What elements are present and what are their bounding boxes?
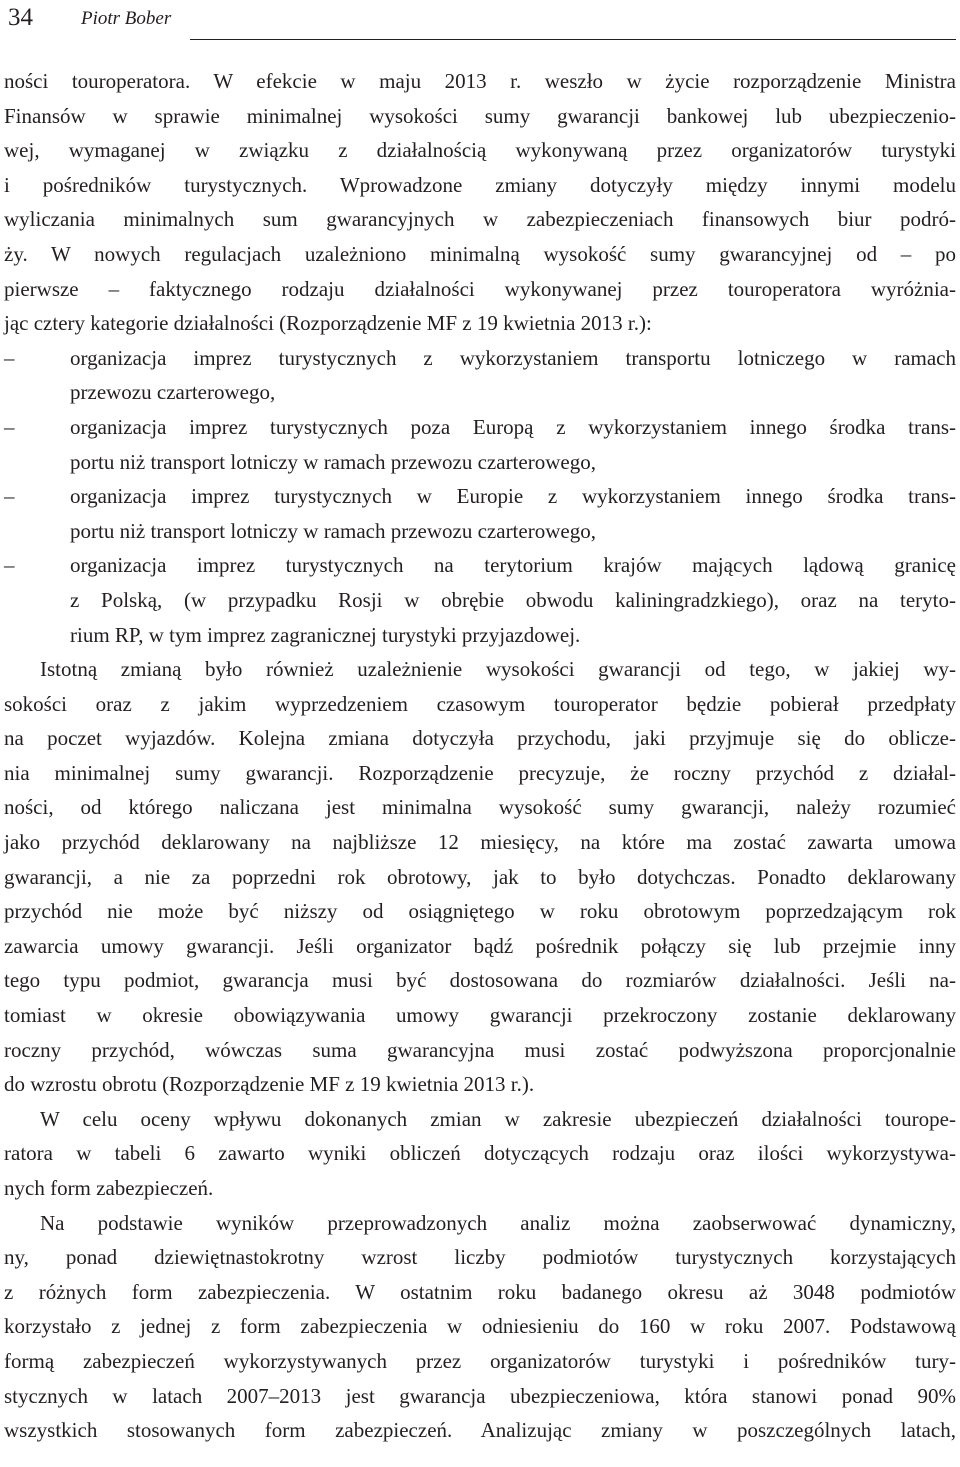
- text-line: jako przychód deklarowany na najbliższe 12 miesięcy, na które ma zostać zawarta umowa: [4, 830, 956, 855]
- text-line: gwarancji, a nie za poprzedni rok obrotowy, jak to było dotychczas. Ponadto deklarowany: [4, 864, 956, 889]
- body-text: [4, 64, 956, 1448]
- text-line: nych form zabezpieczeń.: [4, 1176, 214, 1200]
- text-line: przychód nie może być niższy od osiągniętego w roku obrotowym poprzedzającym rok: [4, 899, 956, 924]
- text-line: jąc cztery kategorie działalności (Rozporządzenie MF z 19 kwietnia 2013 r.):: [4, 311, 652, 336]
- text-line: pierwsze – faktycznego rodzaju działalności wykonywanej przez touroperatora wyróżnia-: [4, 276, 956, 301]
- list-item: [4, 410, 956, 445]
- list-item-text: organizacja imprez turystycznych poza Europą z wykorzystaniem innego środka trans-: [70, 414, 956, 439]
- text-line: Finansów w sprawie minimalnej wysokości sumy gwarancji bankowej lub ubezpieczenio-: [4, 103, 956, 128]
- list-item-text: organizacja imprez turystycznych w Europie z wykorzystaniem innego środka trans-: [70, 484, 956, 509]
- text-line: tomiast w okresie obowiązywania umowy gwarancji przekroczony zostanie deklarowany: [4, 1003, 956, 1028]
- dash-bullet: –: [4, 345, 15, 370]
- dash-bullet: –: [4, 484, 15, 509]
- list-item-text: organizacja imprez turystycznych z wykorzystaniem transportu lotniczego w ramach: [70, 345, 956, 370]
- list-item-continuation: rium RP, w tym imprez zagranicznej turystyki przyjazdowej.: [70, 622, 581, 647]
- text-line: ności, od którego naliczana jest minimalna wysokość sumy gwarancji, należy rozumieć: [4, 795, 956, 820]
- list-item: [4, 479, 956, 514]
- text-line: nia minimalnej sumy gwarancji. Rozporządzenie precyzuje, że roczny przychód z działal-: [4, 760, 956, 785]
- text-line: sokości oraz z jakim wyprzedzeniem czasowym touroperator będzie pobierał przedpłaty: [4, 691, 956, 716]
- text-line: Na podstawie wyników przeprowadzonych analiz można zaobserwować dynamiczny,: [40, 1210, 956, 1235]
- list-item-continuation: portu niż transport lotniczy w ramach przewozu czarterowego,: [70, 518, 596, 543]
- list-item: [4, 341, 956, 376]
- text-line: na poczet wyjazdów. Kolejna zmiana dotyczyła przychodu, jaki przyjmuje się do oblicze-: [4, 726, 956, 751]
- text-line: korzystało z jednej z form zabezpieczenia w odniesieniu do 160 w roku 2007. Podstawową: [4, 1314, 956, 1339]
- text-line: ży. W nowych regulacjach uzależniono minimalną wysokość sumy gwarancyjnej od – po: [4, 241, 956, 266]
- text-line: roczny przychód, wówczas suma gwarancyjna musi zostać podwyższona proporcjonalnie: [4, 1037, 956, 1062]
- text-line: wszystkich stosowanych form zabezpieczeń. Analizując zmiany w poszczególnych latach,: [4, 1418, 956, 1443]
- text-line: ratora w tabeli 6 zawarto wyniki obliczeń dotyczących rodzaju oraz ilości wykorzystywa-: [4, 1141, 956, 1166]
- text-line: tego typu podmiot, gwarancja musi być dostosowana do rozmiarów działalności. Jeśli na-: [4, 968, 956, 993]
- list-item-continuation: z Polską, (w przypadku Rosji w obrębie obwodu kaliningradzkiego), oraz na teryto-: [70, 587, 956, 612]
- dash-bullet: –: [4, 414, 15, 439]
- text-line: ny, ponad dziewiętnastokrotny wzrost liczby podmiotów turystycznych korzystających: [4, 1245, 956, 1270]
- header-rule: [190, 39, 956, 40]
- running-head-author: Piotr Bober: [81, 8, 172, 29]
- list-item-text: organizacja imprez turystycznych na terytorium krajów mających lądową granicę: [70, 553, 956, 578]
- list-item-continuation: portu niż transport lotniczy w ramach przewozu czarterowego,: [70, 449, 596, 474]
- list-item: [4, 548, 956, 583]
- text-line: ności touroperatora. W efekcie w maju 2013 r. weszło w życie rozporządzenie Ministra: [4, 69, 956, 93]
- text-line: wyliczania minimalnych sum gwarancyjnych w zabezpieczeniach finansowych biur podró-: [4, 207, 956, 232]
- page-header: [4, 2, 956, 42]
- list-item-continuation: przewozu czarterowego,: [70, 380, 276, 405]
- text-line: W celu oceny wpływu dokonanych zmian w zakresie ubezpieczeń działalności tourope-: [40, 1106, 956, 1131]
- text-line: zawarcia umowy gwarancji. Jeśli organizator bądź pośrednik połączy się lub przejmie inny: [4, 933, 956, 958]
- text-line: stycznych w latach 2007–2013 jest gwarancja ubezpieczeniowa, która stanowi ponad 90%: [4, 1383, 956, 1408]
- page-number: 34: [8, 4, 33, 31]
- text-line: i pośredników turystycznych. Wprowadzone zmiany dotyczyły między innymi modelu: [4, 172, 956, 197]
- text-line: z różnych form zabezpieczenia. W ostatnim roku badanego okresu aż 3048 podmiotów: [4, 1279, 956, 1304]
- text-line: formą zabezpieczeń wykorzystywanych przez organizatorów turystyki i pośredników tury-: [4, 1348, 956, 1373]
- text-line: wej, wymaganej w związku z działalnością wykonywaną przez organizatorów turystyki: [4, 138, 956, 163]
- text-line: do wzrostu obrotu (Rozporządzenie MF z 19 kwietnia 2013 r.).: [4, 1072, 535, 1097]
- text-line: Istotną zmianą było również uzależnienie wysokości gwarancji od tego, w jakiej wy-: [40, 657, 956, 682]
- dash-bullet: –: [4, 553, 15, 578]
